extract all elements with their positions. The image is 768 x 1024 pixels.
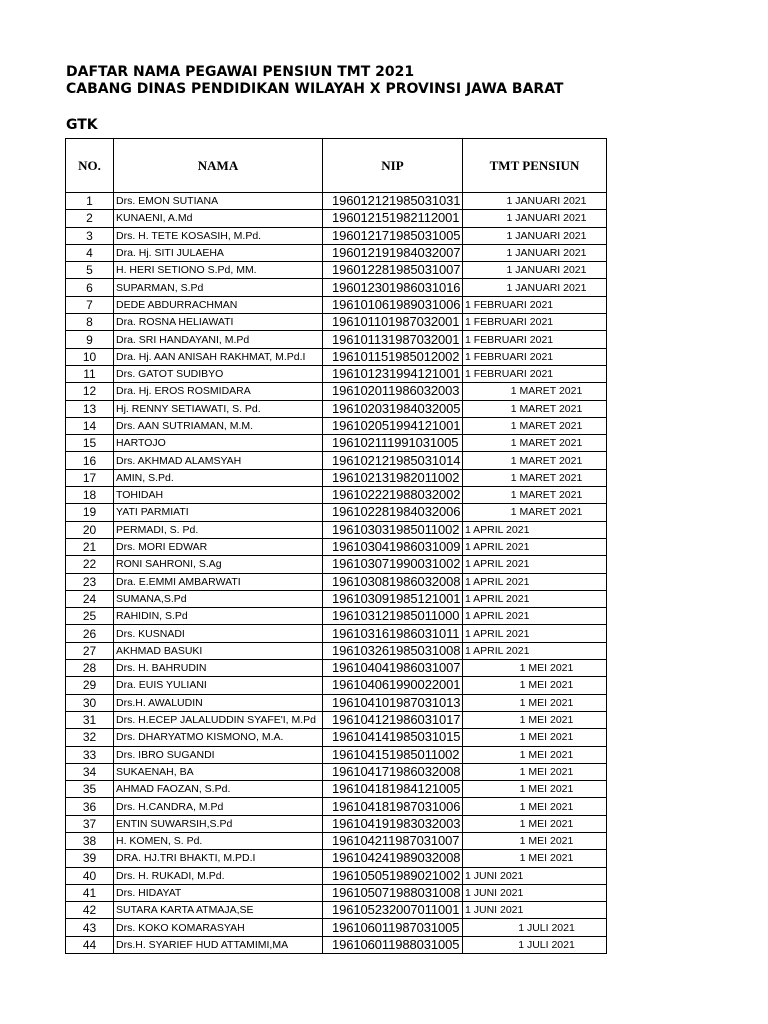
- row-number: 6: [66, 279, 114, 296]
- employee-nip: 196104181987031006: [323, 798, 463, 815]
- row-number: 29: [66, 677, 114, 694]
- employee-nip: 196106011988031005: [323, 936, 463, 953]
- employee-name: Drs. IBRO SUGANDI: [114, 746, 323, 763]
- employee-name: HARTOJO: [114, 435, 323, 452]
- row-number: 27: [66, 642, 114, 659]
- retirement-date: 1 JUNI 2021: [463, 902, 607, 919]
- table-row: [66, 781, 607, 798]
- row-number: 41: [66, 884, 114, 901]
- retirement-date: 1 APRIL 2021: [463, 625, 607, 642]
- employee-name: SUMANA,S.Pd: [114, 590, 323, 607]
- employee-name: PERMADI, S. Pd.: [114, 521, 323, 538]
- table-header-row: [66, 139, 607, 193]
- retirement-date: 1 JANUARI 2021: [463, 244, 607, 261]
- employee-nip: 196012171985031005: [323, 227, 463, 244]
- employee-nip: 196105071988031008: [323, 884, 463, 901]
- employee-nip: 196104151985011002: [323, 746, 463, 763]
- employee-name: H. KOMEN, S. Pd.: [114, 832, 323, 849]
- table-row: [66, 417, 607, 434]
- row-number: 8: [66, 314, 114, 331]
- employee-name: Dra. Hj. EROS ROSMIDARA: [114, 383, 323, 400]
- employee-name: Dra. ROSNA HELIAWATI: [114, 314, 323, 331]
- retirement-date: 1 APRIL 2021: [463, 521, 607, 538]
- employee-nip: 196102281984032006: [323, 504, 463, 521]
- row-number: 24: [66, 590, 114, 607]
- retirement-date: 1 MEI 2021: [463, 832, 607, 849]
- employee-nip: 196103041986031009: [323, 538, 463, 555]
- row-number: 38: [66, 832, 114, 849]
- table-row: [66, 902, 607, 919]
- retirement-date: 1 MEI 2021: [463, 677, 607, 694]
- retirement-date: 1 MARET 2021: [463, 383, 607, 400]
- employee-name: Hj. RENNY SETIAWATI, S. Pd.: [114, 400, 323, 417]
- retirement-date: 1 MARET 2021: [463, 504, 607, 521]
- table-row: [66, 625, 607, 642]
- table-row: [66, 660, 607, 677]
- header-nama: NAMA: [114, 139, 323, 193]
- employee-nip: 196104181984121005: [323, 781, 463, 798]
- retirement-date: 1 MEI 2021: [463, 660, 607, 677]
- table-row: [66, 608, 607, 625]
- retirement-date: 1 APRIL 2021: [463, 590, 607, 607]
- employee-nip: 196012151982112001: [323, 210, 463, 227]
- employee-nip: 196106011987031005: [323, 919, 463, 936]
- table-row: [66, 452, 607, 469]
- employee-name: Drs. H.ECEP JALALUDDIN SYAFE'I, M.Pd: [114, 711, 323, 728]
- employee-name: RONI SAHRONI, S.Ag: [114, 556, 323, 573]
- row-number: 16: [66, 452, 114, 469]
- retirement-date: 1 MARET 2021: [463, 400, 607, 417]
- row-number: 26: [66, 625, 114, 642]
- row-number: 32: [66, 729, 114, 746]
- table-row: [66, 850, 607, 867]
- row-number: 17: [66, 469, 114, 486]
- table-row: [66, 642, 607, 659]
- employee-name: DEDE ABDURRACHMAN: [114, 296, 323, 313]
- table-row: [66, 296, 607, 313]
- retirement-date: 1 JANUARI 2021: [463, 227, 607, 244]
- retirement-date: 1 APRIL 2021: [463, 608, 607, 625]
- employee-name: SUPARMAN, S.Pd: [114, 279, 323, 296]
- row-number: 37: [66, 815, 114, 832]
- employee-nip: 196103091985121001: [323, 590, 463, 607]
- header-nip: NIP: [323, 139, 463, 193]
- row-number: 18: [66, 487, 114, 504]
- table-row: [66, 556, 607, 573]
- employee-name: Dra. Hj. SITI JULAEHA: [114, 244, 323, 261]
- retirement-date: 1 FEBRUARI 2021: [463, 348, 607, 365]
- row-number: 31: [66, 711, 114, 728]
- employee-name: Drs. H.CANDRA, M.Pd: [114, 798, 323, 815]
- table-row: [66, 763, 607, 780]
- employee-nip: 196101151985012002: [323, 348, 463, 365]
- row-number: 39: [66, 850, 114, 867]
- employee-nip: 196102111991031005: [323, 435, 463, 452]
- employee-nip: 196104191983032003: [323, 815, 463, 832]
- table-row: [66, 365, 607, 382]
- employee-name: Drs. HIDAYAT: [114, 884, 323, 901]
- document-title-line-2: CABANG DINAS PENDIDIKAN WILAYAH X PROVINSI JAWA BARAT: [66, 81, 564, 97]
- table-row: [66, 469, 607, 486]
- row-number: 33: [66, 746, 114, 763]
- table-row: [66, 383, 607, 400]
- employee-nip: 196103071990031002: [323, 556, 463, 573]
- table-row: [66, 487, 607, 504]
- employee-nip: 196102131982011002: [323, 469, 463, 486]
- row-number: 44: [66, 936, 114, 953]
- employee-nip: 196105051989021002: [323, 867, 463, 884]
- retirement-date: 1 MEI 2021: [463, 798, 607, 815]
- retirement-date: 1 MEI 2021: [463, 729, 607, 746]
- retirement-date: 1 JANUARI 2021: [463, 279, 607, 296]
- retirement-date: 1 MARET 2021: [463, 487, 607, 504]
- employee-name: Drs. GATOT SUDIBYO: [114, 365, 323, 382]
- employee-name: AKHMAD BASUKI: [114, 642, 323, 659]
- retirement-date: 1 JULI 2021: [463, 936, 607, 953]
- retirement-date: 1 MEI 2021: [463, 694, 607, 711]
- retirement-date: 1 APRIL 2021: [463, 556, 607, 573]
- table-row: [66, 521, 607, 538]
- retirement-date: 1 MEI 2021: [463, 763, 607, 780]
- employee-nip: 196104171986032008: [323, 763, 463, 780]
- row-number: 25: [66, 608, 114, 625]
- employee-nip: 196102031984032005: [323, 400, 463, 417]
- employee-name: Dra. Hj. AAN ANISAH RAKHMAT, M.Pd.I: [114, 348, 323, 365]
- employee-name: Drs. MORI EDWAR: [114, 538, 323, 555]
- table-row: [66, 746, 607, 763]
- retirement-date: 1 JUNI 2021: [463, 884, 607, 901]
- table-row: [66, 798, 607, 815]
- table-row: [66, 919, 607, 936]
- row-number: 42: [66, 902, 114, 919]
- retirement-date: 1 JUNI 2021: [463, 867, 607, 884]
- row-number: 1: [66, 193, 114, 210]
- retirement-date: 1 FEBRUARI 2021: [463, 314, 607, 331]
- table-row: [66, 590, 607, 607]
- table-row: [66, 815, 607, 832]
- table-row: [66, 279, 607, 296]
- row-number: 28: [66, 660, 114, 677]
- row-number: 34: [66, 763, 114, 780]
- retirement-date: 1 JANUARI 2021: [463, 193, 607, 210]
- retirement-date: 1 FEBRUARI 2021: [463, 365, 607, 382]
- row-number: 22: [66, 556, 114, 573]
- employee-nip: 196101061989031006: [323, 296, 463, 313]
- table-row: [66, 244, 607, 261]
- employee-nip: 196101131987032001: [323, 331, 463, 348]
- table-row: [66, 262, 607, 279]
- retirement-date: 1 MARET 2021: [463, 417, 607, 434]
- table-row: [66, 538, 607, 555]
- retirement-date: 1 MEI 2021: [463, 746, 607, 763]
- row-number: 15: [66, 435, 114, 452]
- section-label: GTK: [66, 117, 98, 133]
- pensioner-table: [65, 138, 607, 954]
- employee-nip: 196104041986031007: [323, 660, 463, 677]
- table-row: [66, 936, 607, 953]
- row-number: 4: [66, 244, 114, 261]
- table-row: [66, 884, 607, 901]
- row-number: 2: [66, 210, 114, 227]
- table-row: [66, 729, 607, 746]
- table-row: [66, 677, 607, 694]
- employee-name: Drs. AAN SUTRIAMAN, M.M.: [114, 417, 323, 434]
- table-row: [66, 227, 607, 244]
- retirement-date: 1 JANUARI 2021: [463, 262, 607, 279]
- table-row: [66, 504, 607, 521]
- retirement-date: 1 MEI 2021: [463, 781, 607, 798]
- table-row: [66, 573, 607, 590]
- employee-name: ENTIN SUWARSIH,S.Pd: [114, 815, 323, 832]
- row-number: 9: [66, 331, 114, 348]
- employee-name: RAHIDIN, S.Pd: [114, 608, 323, 625]
- table-row: [66, 832, 607, 849]
- row-number: 14: [66, 417, 114, 434]
- document-title-line-1: DAFTAR NAMA PEGAWAI PENSIUN TMT 2021: [66, 64, 415, 80]
- retirement-date: 1 MEI 2021: [463, 711, 607, 728]
- table-row: [66, 331, 607, 348]
- row-number: 5: [66, 262, 114, 279]
- employee-name: Drs. AKHMAD ALAMSYAH: [114, 452, 323, 469]
- employee-nip: 196012301986031016: [323, 279, 463, 296]
- employee-nip: 196101101987032001: [323, 314, 463, 331]
- table-row: [66, 694, 607, 711]
- retirement-date: 1 APRIL 2021: [463, 573, 607, 590]
- row-number: 40: [66, 867, 114, 884]
- retirement-date: 1 APRIL 2021: [463, 538, 607, 555]
- employee-name: Drs. KOKO KOMARASYAH: [114, 919, 323, 936]
- table-row: [66, 210, 607, 227]
- table-row: [66, 435, 607, 452]
- employee-name: TOHIDAH: [114, 487, 323, 504]
- employee-nip: 196103121985011000: [323, 608, 463, 625]
- employee-nip: 196105232007011001: [323, 902, 463, 919]
- retirement-date: 1 FEBRUARI 2021: [463, 331, 607, 348]
- row-number: 11: [66, 365, 114, 382]
- employee-nip: 196104141985031015: [323, 729, 463, 746]
- row-number: 35: [66, 781, 114, 798]
- table-row: [66, 193, 607, 210]
- row-number: 7: [66, 296, 114, 313]
- retirement-date: 1 MARET 2021: [463, 452, 607, 469]
- retirement-date: 1 MARET 2021: [463, 469, 607, 486]
- table-body: [66, 193, 607, 954]
- employee-name: SUKAENAH, BA: [114, 763, 323, 780]
- employee-nip: 196012281985031007: [323, 262, 463, 279]
- employee-name: Dra. EUIS YULIANI: [114, 677, 323, 694]
- employee-nip: 196101231994121001: [323, 365, 463, 382]
- retirement-date: 1 MEI 2021: [463, 850, 607, 867]
- table-row: [66, 867, 607, 884]
- row-number: 30: [66, 694, 114, 711]
- employee-name: H. HERI SETIONO S.Pd, MM.: [114, 262, 323, 279]
- row-number: 20: [66, 521, 114, 538]
- employee-name: Drs. H. RUKADI, M.Pd.: [114, 867, 323, 884]
- employee-nip: 196104241989032008: [323, 850, 463, 867]
- employee-name: Drs.H. AWALUDIN: [114, 694, 323, 711]
- employee-name: Drs. EMON SUTIANA: [114, 193, 323, 210]
- employee-nip: 196103161986031011: [323, 625, 463, 642]
- employee-nip: 196012121985031031: [323, 193, 463, 210]
- row-number: 13: [66, 400, 114, 417]
- employee-nip: 196102221988032002: [323, 487, 463, 504]
- table-row: [66, 348, 607, 365]
- employee-name: AHMAD FAOZAN, S.Pd.: [114, 781, 323, 798]
- employee-nip: 196102121985031014: [323, 452, 463, 469]
- retirement-date: 1 APRIL 2021: [463, 642, 607, 659]
- row-number: 23: [66, 573, 114, 590]
- retirement-date: 1 JULI 2021: [463, 919, 607, 936]
- employee-nip: 196104211987031007: [323, 832, 463, 849]
- employee-name: Drs.H. SYARIEF HUD ATTAMIMI,MA: [114, 936, 323, 953]
- employee-name: Drs. H. TETE KOSASIH, M.Pd.: [114, 227, 323, 244]
- row-number: 36: [66, 798, 114, 815]
- employee-nip: 196103031985011002: [323, 521, 463, 538]
- table-row: [66, 314, 607, 331]
- row-number: 10: [66, 348, 114, 365]
- header-no: NO.: [66, 139, 114, 193]
- employee-name: KUNAENI, A.Md: [114, 210, 323, 227]
- row-number: 19: [66, 504, 114, 521]
- row-number: 43: [66, 919, 114, 936]
- employee-name: Dra. SRI HANDAYANI, M.Pd: [114, 331, 323, 348]
- retirement-date: 1 MARET 2021: [463, 435, 607, 452]
- header-tmt-pensiun: TMT PENSIUN: [463, 139, 607, 193]
- employee-name: DRA. HJ.TRI BHAKTI, M.PD.I: [114, 850, 323, 867]
- row-number: 12: [66, 383, 114, 400]
- retirement-date: 1 MEI 2021: [463, 815, 607, 832]
- employee-name: YATI PARMIATI: [114, 504, 323, 521]
- employee-name: Dra. E.EMMI AMBARWATI: [114, 573, 323, 590]
- employee-nip: 196103261985031008: [323, 642, 463, 659]
- retirement-date: 1 JANUARI 2021: [463, 210, 607, 227]
- employee-nip: 196104101987031013: [323, 694, 463, 711]
- retirement-date: 1 FEBRUARI 2021: [463, 296, 607, 313]
- table-row: [66, 400, 607, 417]
- employee-nip: 196103081986032008: [323, 573, 463, 590]
- row-number: 21: [66, 538, 114, 555]
- employee-name: Drs. H. BAHRUDIN: [114, 660, 323, 677]
- employee-name: Drs. KUSNADI: [114, 625, 323, 642]
- employee-nip: 196102011986032003: [323, 383, 463, 400]
- employee-name: SUTARA KARTA ATMAJA,SE: [114, 902, 323, 919]
- employee-nip: 196104061990022001: [323, 677, 463, 694]
- table-row: [66, 711, 607, 728]
- row-number: 3: [66, 227, 114, 244]
- employee-name: Drs. DHARYATMO KISMONO, M.A.: [114, 729, 323, 746]
- employee-nip: 196012191984032007: [323, 244, 463, 261]
- employee-nip: 196104121986031017: [323, 711, 463, 728]
- employee-nip: 196102051994121001: [323, 417, 463, 434]
- employee-name: AMIN, S.Pd.: [114, 469, 323, 486]
